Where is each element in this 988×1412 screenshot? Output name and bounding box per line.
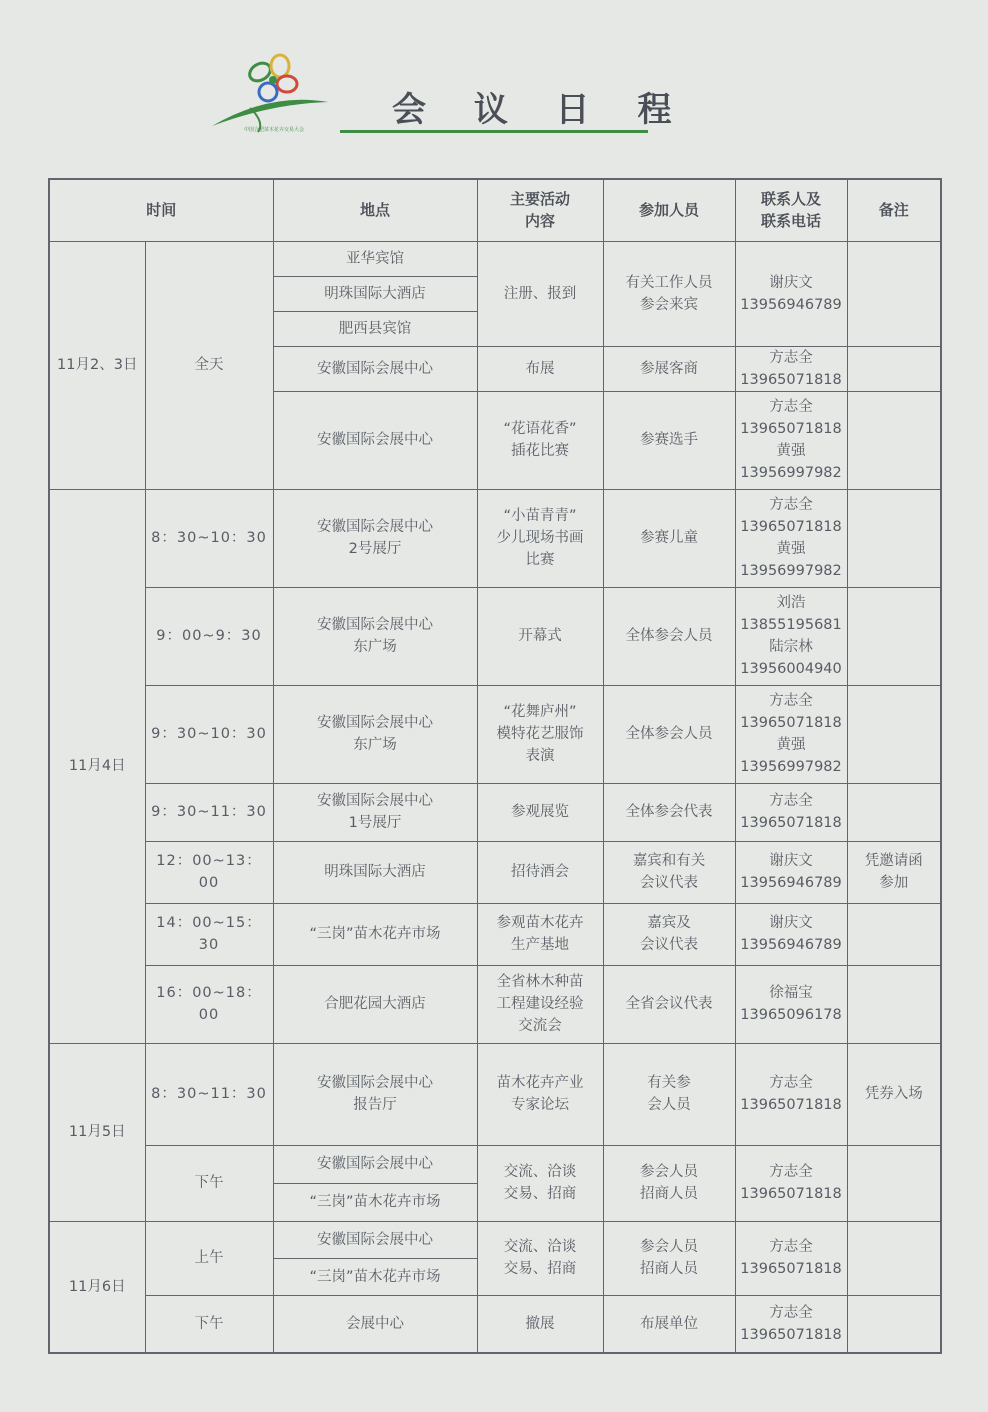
contact-cell: 方志全 13965071818 bbox=[735, 1295, 847, 1353]
activity-cell: 全省林木种苗 工程建设经验 交流会 bbox=[477, 965, 603, 1043]
activity-cell: 参观苗木花卉 生产基地 bbox=[477, 903, 603, 965]
header-place: 地点 bbox=[273, 179, 477, 241]
remarks-cell bbox=[847, 489, 941, 587]
place-cell: 安徽国际会展中心 报告厅 bbox=[273, 1043, 477, 1145]
table-row bbox=[49, 1145, 941, 1183]
date-cell: 11月5日 bbox=[49, 1043, 145, 1221]
contact-cell: 方志全 13965071818 黄强 13956997982 bbox=[735, 391, 847, 489]
header-contact: 联系人及 联系电话 bbox=[735, 179, 847, 241]
remarks-cell bbox=[847, 391, 941, 489]
header-time: 时间 bbox=[49, 179, 273, 241]
time-cell: 8：30~10：30 bbox=[145, 489, 273, 587]
activity-cell: 招待酒会 bbox=[477, 841, 603, 903]
table-row bbox=[49, 965, 941, 1043]
participants-cell: 参会人员 招商人员 bbox=[603, 1221, 735, 1295]
header-remarks: 备注 bbox=[847, 179, 941, 241]
place-cell: 合肥花园大酒店 bbox=[273, 965, 477, 1043]
activity-cell: 交流、洽谈 交易、招商 bbox=[477, 1221, 603, 1295]
time-cell: 12：00~13：00 bbox=[145, 841, 273, 903]
place-cell: 安徽国际会展中心 东广场 bbox=[273, 685, 477, 783]
place-cell: 安徽国际会展中心 bbox=[273, 391, 477, 489]
schedule-table bbox=[48, 178, 942, 1354]
place-cell: 明珠国际大酒店 bbox=[273, 276, 477, 311]
title-underline bbox=[340, 130, 648, 133]
place-cell: 安徽国际会展中心 bbox=[273, 1221, 477, 1258]
participants-cell: 参会人员 招商人员 bbox=[603, 1145, 735, 1221]
time-cell: 9：30~10：30 bbox=[145, 685, 273, 783]
header-participants: 参加人员 bbox=[603, 179, 735, 241]
contact-cell: 方志全 13965071818 bbox=[735, 346, 847, 391]
page-title: 会 议 日 程 bbox=[392, 90, 690, 130]
contact-cell: 谢庆文 13956946789 bbox=[735, 241, 847, 346]
remarks-cell: 凭券入场 bbox=[847, 1043, 941, 1145]
time-cell: 9：30~11：30 bbox=[145, 783, 273, 841]
contact-cell: 方志全 13965071818 bbox=[735, 1221, 847, 1295]
time-cell: 下午 bbox=[145, 1295, 273, 1353]
participants-cell: 参展客商 bbox=[603, 346, 735, 391]
remarks-cell bbox=[847, 1295, 941, 1353]
participants-cell: 全体参会人员 bbox=[603, 587, 735, 685]
participants-cell: 布展单位 bbox=[603, 1295, 735, 1353]
date-cell: 11月2、3日 bbox=[49, 241, 145, 489]
table-row bbox=[49, 685, 941, 783]
contact-cell: 方志全 13965071818 黄强 13956997982 bbox=[735, 489, 847, 587]
remarks-cell: 凭邀请函 参加 bbox=[847, 841, 941, 903]
contact-cell: 徐福宝 13965096178 bbox=[735, 965, 847, 1043]
participants-cell: 全体参会人员 bbox=[603, 685, 735, 783]
activity-cell: 注册、报到 bbox=[477, 241, 603, 346]
contact-cell: 刘浩 13855195681 陆宗林 13956004940 bbox=[735, 587, 847, 685]
participants-cell: 嘉宾和有关 会议代表 bbox=[603, 841, 735, 903]
contact-cell: 谢庆文 13956946789 bbox=[735, 841, 847, 903]
activity-cell: 开幕式 bbox=[477, 587, 603, 685]
participants-cell: 有关参 会人员 bbox=[603, 1043, 735, 1145]
table-row bbox=[49, 1043, 941, 1145]
remarks-cell bbox=[847, 783, 941, 841]
contact-cell: 方志全 13965071818 bbox=[735, 783, 847, 841]
activity-cell: 参观展览 bbox=[477, 783, 603, 841]
table-row bbox=[49, 783, 941, 841]
place-cell: 明珠国际大酒店 bbox=[273, 841, 477, 903]
place-cell: 安徽国际会展中心 2号展厅 bbox=[273, 489, 477, 587]
remarks-cell bbox=[847, 1221, 941, 1295]
place-cell: 安徽国际会展中心 bbox=[273, 1145, 477, 1183]
place-cell: 安徽国际会展中心 1号展厅 bbox=[273, 783, 477, 841]
place-cell: 肥西县宾馆 bbox=[273, 311, 477, 346]
table-row bbox=[49, 241, 941, 276]
time-cell: 上午 bbox=[145, 1221, 273, 1295]
activity-cell: 布展 bbox=[477, 346, 603, 391]
activity-cell: 苗木花卉产业 专家论坛 bbox=[477, 1043, 603, 1145]
clover-logo bbox=[210, 52, 335, 134]
remarks-cell bbox=[847, 587, 941, 685]
time-cell: 14：00~15：30 bbox=[145, 903, 273, 965]
table-row bbox=[49, 1295, 941, 1353]
participants-cell: 有关工作人员 参会来宾 bbox=[603, 241, 735, 346]
activity-cell: 交流、洽谈 交易、招商 bbox=[477, 1145, 603, 1221]
participants-cell: 全体参会代表 bbox=[603, 783, 735, 841]
table-row bbox=[49, 587, 941, 685]
place-cell: 安徽国际会展中心 bbox=[273, 346, 477, 391]
place-cell: “三岗”苗木花卉市场 bbox=[273, 1258, 477, 1295]
header-activity: 主要活动 内容 bbox=[477, 179, 603, 241]
time-cell: 9：00~9：30 bbox=[145, 587, 273, 685]
activity-cell: “花舞庐州” 模特花艺服饰 表演 bbox=[477, 685, 603, 783]
activity-cell: “花语花香” 插花比赛 bbox=[477, 391, 603, 489]
contact-cell: 方志全 13965071818 bbox=[735, 1145, 847, 1221]
participants-cell: 参赛选手 bbox=[603, 391, 735, 489]
table-row bbox=[49, 1221, 941, 1258]
table-row bbox=[49, 841, 941, 903]
remarks-cell bbox=[847, 685, 941, 783]
contact-cell: 方志全 13965071818 bbox=[735, 1043, 847, 1145]
remarks-cell bbox=[847, 1145, 941, 1221]
participants-cell: 嘉宾及 会议代表 bbox=[603, 903, 735, 965]
logo-caption: 中国合肥苗木花卉交易大会 bbox=[244, 127, 305, 133]
place-cell: “三岗”苗木花卉市场 bbox=[273, 903, 477, 965]
table-row bbox=[49, 903, 941, 965]
remarks-cell bbox=[847, 241, 941, 346]
participants-cell: 全省会议代表 bbox=[603, 965, 735, 1043]
contact-cell: 谢庆文 13956946789 bbox=[735, 903, 847, 965]
time-cell: 下午 bbox=[145, 1145, 273, 1221]
contact-cell: 方志全 13965071818 黄强 13956997982 bbox=[735, 685, 847, 783]
date-cell: 11月4日 bbox=[49, 489, 145, 1043]
table-header-row bbox=[49, 179, 941, 241]
place-cell: 会展中心 bbox=[273, 1295, 477, 1353]
place-cell: 亚华宾馆 bbox=[273, 241, 477, 276]
date-cell: 11月6日 bbox=[49, 1221, 145, 1353]
time-cell: 8：30~11：30 bbox=[145, 1043, 273, 1145]
table-row bbox=[49, 489, 941, 587]
activity-cell: “小苗青青” 少儿现场书画 比赛 bbox=[477, 489, 603, 587]
time-cell: 16：00~18：00 bbox=[145, 965, 273, 1043]
place-cell: “三岗”苗木花卉市场 bbox=[273, 1183, 477, 1221]
remarks-cell bbox=[847, 346, 941, 391]
activity-cell: 撤展 bbox=[477, 1295, 603, 1353]
remarks-cell bbox=[847, 965, 941, 1043]
participants-cell: 参赛儿童 bbox=[603, 489, 735, 587]
remarks-cell bbox=[847, 903, 941, 965]
period-cell: 全天 bbox=[145, 241, 273, 489]
place-cell: 安徽国际会展中心 东广场 bbox=[273, 587, 477, 685]
